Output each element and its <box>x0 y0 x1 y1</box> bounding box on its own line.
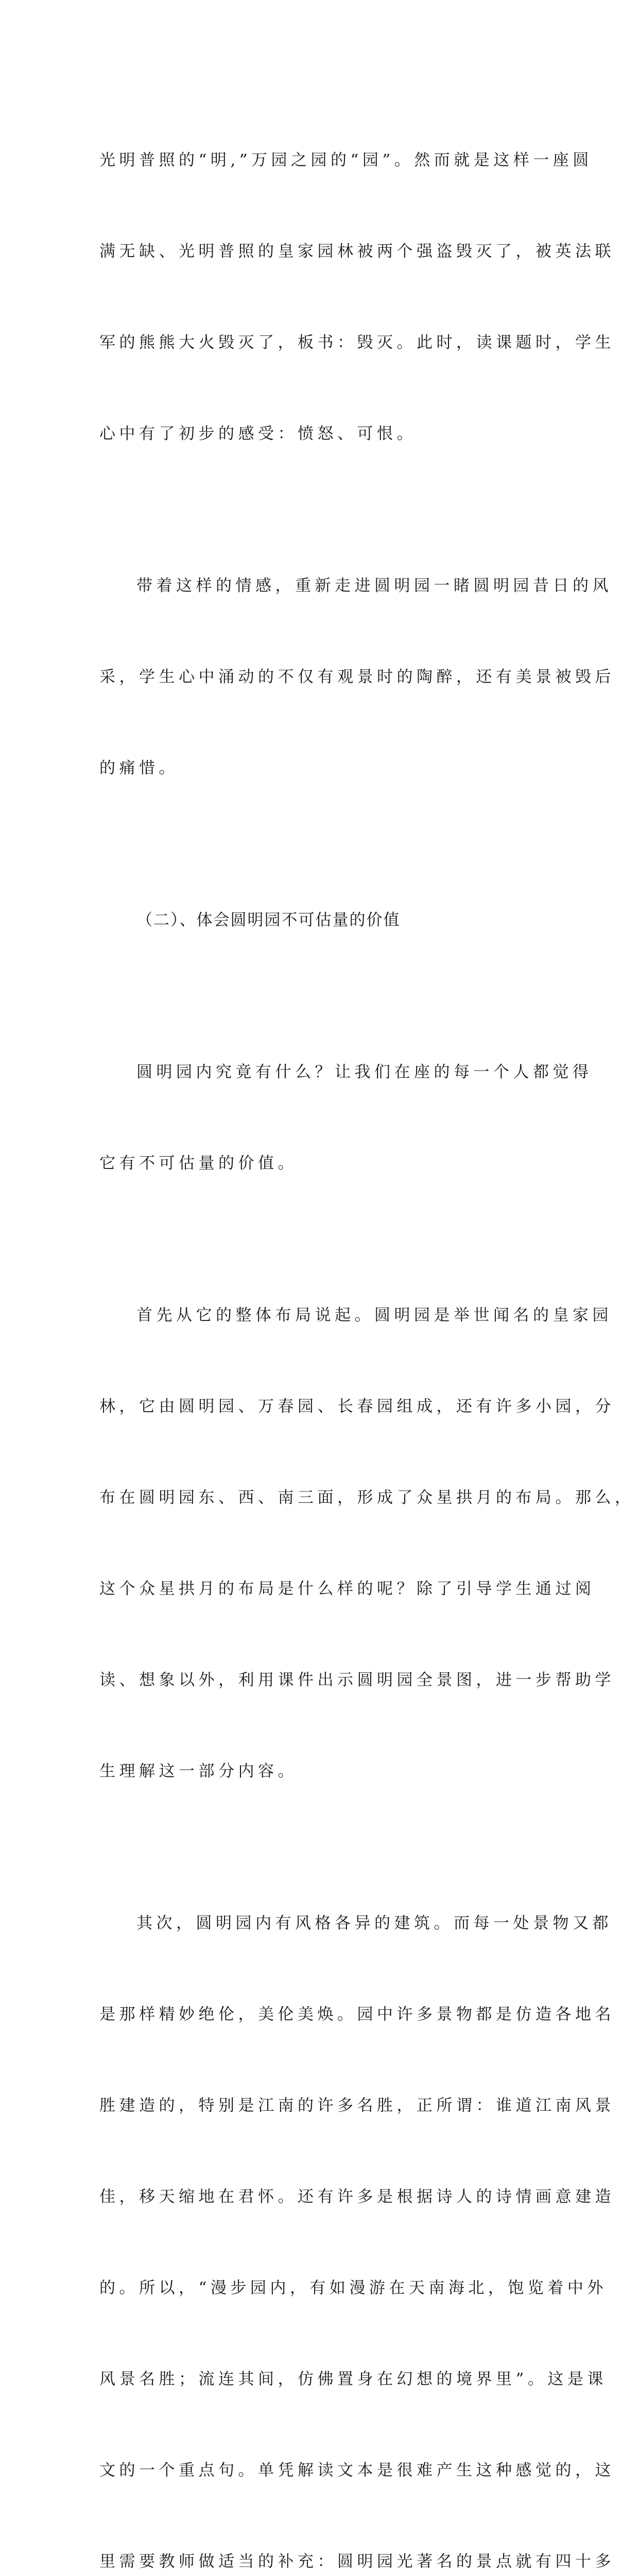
section-heading-text: （二）、体会圆明园不可估量的价值 <box>136 911 401 929</box>
text-line: 采，学生心中涌动的不仅有观景时的陶醉，还有美景被毁后 <box>99 668 615 686</box>
text-line: 它有不可估量的价值。 <box>99 1154 298 1173</box>
text-line: 是那样精妙绝伦，美伦美焕。园中许多景物都是仿造各地名 <box>99 2005 615 2024</box>
text-line: 军的熊熊大火毁灭了，板书：毁灭。此时，读课题时，学生 <box>99 333 615 352</box>
text-line: 风景名胜；流连其间，仿佛置身在幻想的境界里”。这是课 <box>99 2370 607 2388</box>
text-line: 光明普照的“明,”万园之园的“园”。然而就是这样一座圆 <box>99 151 593 170</box>
paragraph-1 <box>99 84 615 510</box>
text-line: 读、想象以外，利用课件出示圆明园全景图，进一步帮助学 <box>99 1671 615 1689</box>
paragraph-3 <box>99 996 593 1240</box>
paragraph-5 <box>99 1848 615 2576</box>
section-heading <box>99 844 541 996</box>
text-line: 林，它由圆明园、万春园、长春园组成，还有许多小园，分 <box>99 1397 615 1416</box>
document-body <box>99 84 635 2576</box>
text-line: 心中有了初步的感受：愤怒、可恨。 <box>99 425 417 443</box>
text-line: 生理解这一部分内容。 <box>99 1762 298 1781</box>
text-line: 的痛惜。 <box>99 759 179 777</box>
text-line: 的。所以，“漫步园内，有如漫游在天南海北，饱览着中外 <box>99 2279 607 2297</box>
text-line: 文的一个重点句。单凭解读文本是很难产生这种感觉的，这 <box>99 2461 615 2480</box>
text-line: 布在圆明园东、西、南三面，形成了众星拱月的布局。那么， <box>99 1488 635 1507</box>
text-line: 带着这样的情感，重新走进圆明园一睹圆明园昔日的风 <box>136 577 612 595</box>
text-line: 满无缺、光明普照的皇家园林被两个强盗毁灭了，被英法联 <box>99 242 615 261</box>
text-line: 佳，移天缩地在君怀。还有许多是根据诗人的诗情画意建造 <box>99 2188 615 2206</box>
text-line: 这个众星拱月的布局是什么样的呢？除了引导学生通过阅 <box>99 1580 595 1598</box>
text-line: 胜建造的，特别是江南的许多名胜，正所谓：谁道江南风景 <box>99 2096 615 2115</box>
paragraph-2 <box>99 510 615 844</box>
text-line: 首先从它的整体布局说起。圆明园是举世闻名的皇家园 <box>136 1306 612 1325</box>
text-line: 其次，圆明园内有风格各异的建筑。而每一处景物又都 <box>136 1914 612 1933</box>
text-line: 圆明园内究竟有什么？让我们在座的每一个人都觉得 <box>136 1063 593 1081</box>
text-line: 里需要教师做适当的补充：圆明园光著名的景点就有四十多 <box>99 2552 615 2571</box>
paragraph-4 <box>99 1240 635 1848</box>
